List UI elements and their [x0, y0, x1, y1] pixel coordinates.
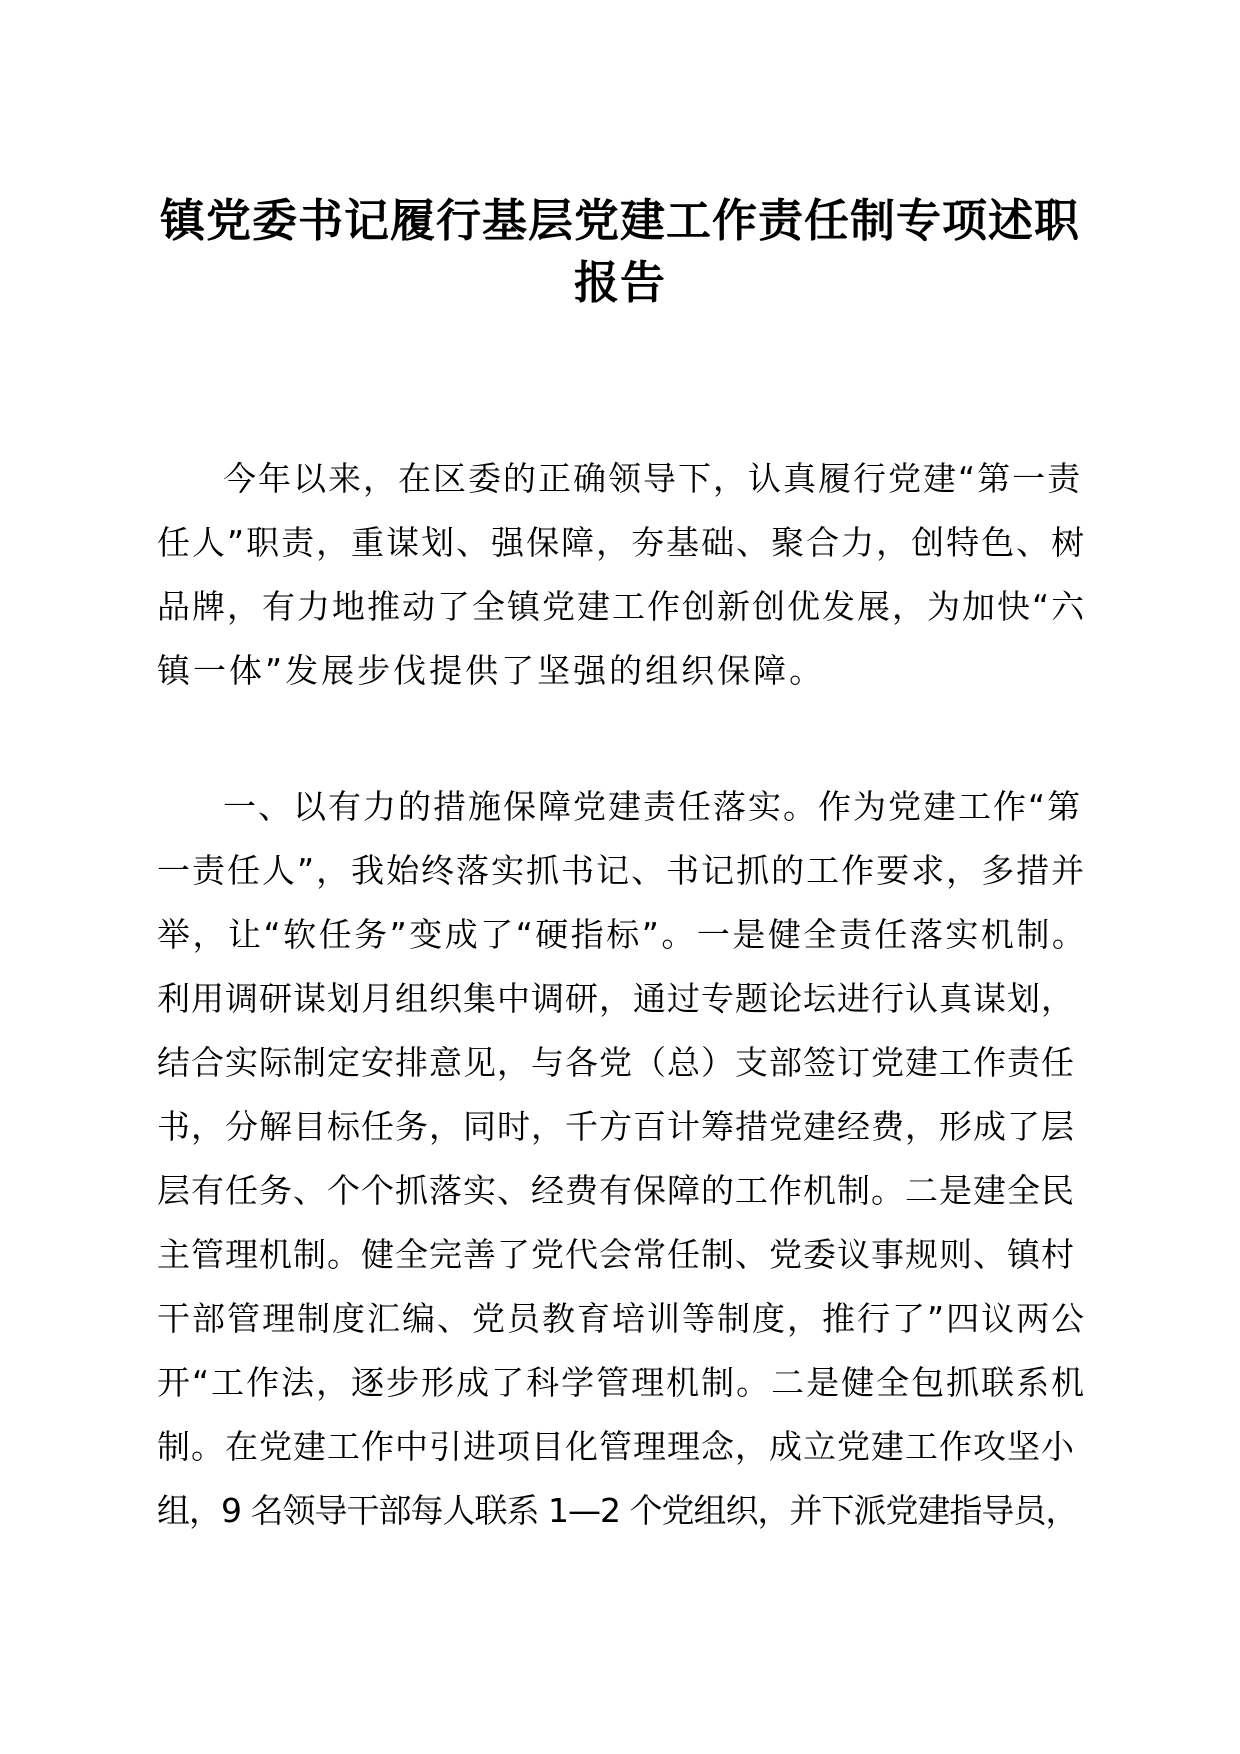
paragraph-line: 镇一体”发展步伐提供了坚强的组织保障。	[157, 651, 826, 690]
paragraph-line: 层有任务、个个抓落实、经费有保障的工作机制。二是建全民	[157, 1171, 1075, 1210]
paragraph-line: 开“工作法，逐步形成了科学管理机制。二是健全包抓联系机	[157, 1363, 1087, 1402]
paragraph-line: 干部管理制度汇编、党员教育培训等制度，推行了”四议两公	[157, 1299, 1087, 1338]
paragraph-line: 今年以来，在区委的正确领导下，认真履行党建“第一责	[223, 459, 1083, 498]
paragraph-section-one	[157, 775, 1087, 1543]
paragraph-line: 制。在党建工作中引进项目化管理理念，成立党建工作攻坚小	[157, 1427, 1075, 1466]
paragraph-intro	[157, 447, 1087, 703]
paragraph-line: 利用调研谋划月组织集中调研，通过专题论坛进行认真谋划，	[157, 979, 1075, 1018]
paragraph-line: 举，让“软任务”变成了“硬指标”。一是健全责任落实机制。	[157, 915, 1088, 954]
paragraph-line: 主管理机制。健全完善了党代会常任制、党委议事规则、镇村	[157, 1235, 1075, 1274]
title-line-1: 镇党委书记履行基层党建工作责任制专项述职	[159, 194, 1080, 247]
title-line-2: 报告	[573, 256, 666, 309]
paragraph-line: 任人”职责，重谋划、强保障，夯基础、聚合力，创特色、树	[157, 523, 1087, 562]
document-title	[150, 190, 1090, 314]
paragraph-line: 品牌，有力地推动了全镇党建工作创新创优发展，为加快“六	[157, 587, 1087, 626]
paragraph-line: 一责任人”，我始终落实抓书记、书记抓的工作要求，多措并	[157, 851, 1087, 890]
paragraph-line: 结合实际制定安排意见，与各党（总）支部签订党建工作责任	[157, 1043, 1075, 1082]
paragraph-line: 组，9 名领导干部每人联系 1—2 个党组织，并下派党建指导员，	[157, 1491, 1078, 1530]
paragraph-line: 一、以有力的措施保障党建责任落实。作为党建工作“第	[223, 787, 1083, 826]
paragraph-line: 书，分解目标任务，同时，千方百计筹措党建经费，形成了层	[157, 1107, 1075, 1146]
